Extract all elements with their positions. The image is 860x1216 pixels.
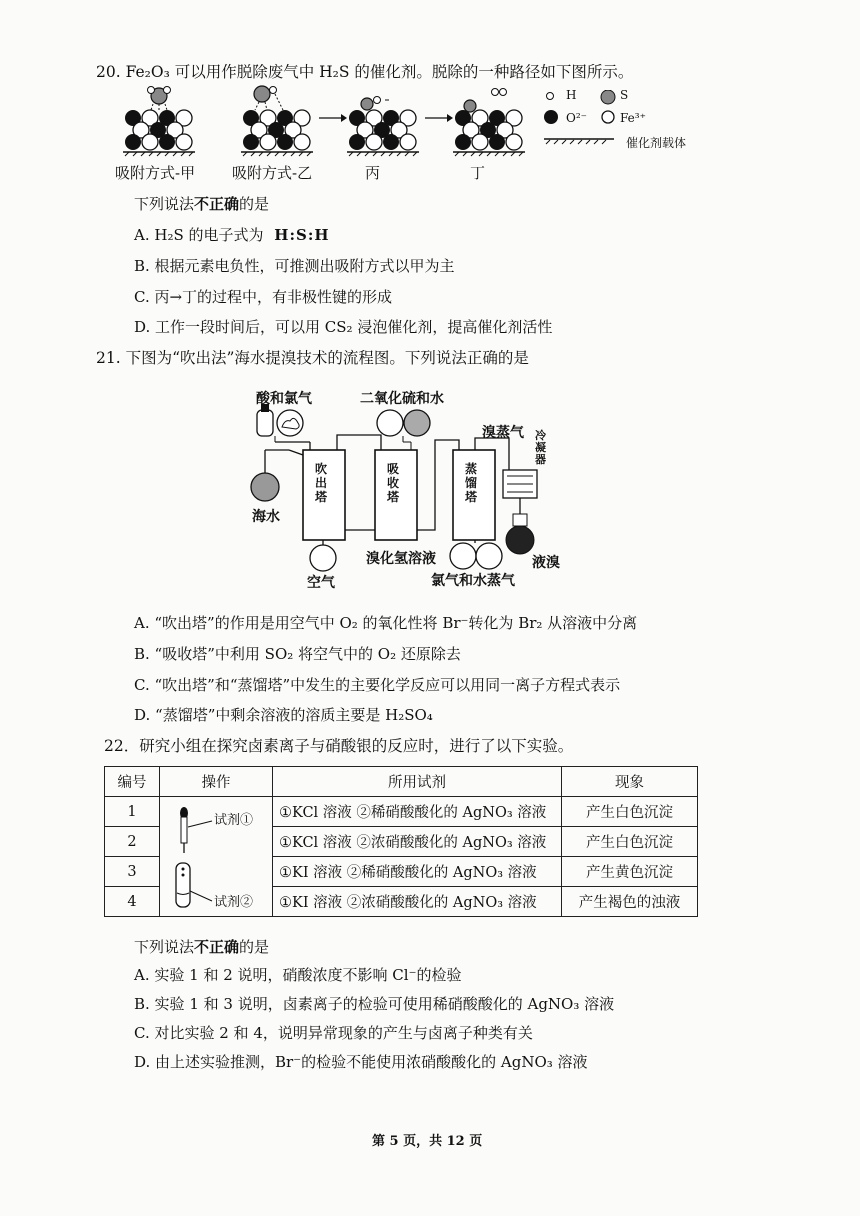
label-hbr-solution: 溴化氢溶液 — [366, 551, 436, 567]
q21-option-d: D. “蒸馏塔”中剩余溶液的溶质主要是 H₂SO₄ — [134, 706, 433, 724]
header-no: 编号 — [105, 767, 160, 797]
q22-option-a: A. 实验 1 和 2 说明，硝酸浓度不影响 Cl⁻的检验 — [134, 966, 462, 984]
row-reagents: ①KCl 溶液 ②浓硝酸酸化的 AgNO₃ 溶液 — [273, 827, 562, 857]
reagent1-label: 试剂① — [214, 813, 254, 828]
label-jia: 吸附方式-甲 — [115, 164, 196, 182]
row-reagents: ①KI 溶液 ②稀硝酸酸化的 AgNO₃ 溶液 — [273, 857, 562, 887]
label-condenser: 冷凝器 — [535, 429, 546, 466]
legend-fe-label: Fe³⁺ — [620, 111, 646, 125]
row-phenomenon: 产生白色沉淀 — [562, 827, 698, 857]
q20-prompt: 下列说法不正确的是 — [134, 195, 270, 213]
header-phenomenon: 现象 — [562, 767, 698, 797]
q22-prompt: 下列说法不正确的是 — [134, 938, 270, 956]
table-row — [105, 797, 698, 827]
q20-option-b: B. 根据元素电负性，可推测出吸附方式以甲为主 — [134, 257, 455, 275]
label-blow-tower: 吹出塔 — [315, 462, 328, 504]
header-reagents: 所用试剂 — [273, 767, 562, 797]
q22-option-d: D. 由上述实验推测，Br⁻的检验不能使用浓硝酸酸化的 AgNO₃ 溶液 — [134, 1053, 588, 1071]
label-distill-tower: 蒸馏塔 — [465, 462, 478, 504]
label-so2-water: 二氧化硫和水 — [360, 391, 444, 407]
label-absorb-tower: 吸收塔 — [387, 462, 400, 504]
label-acid-chlorine: 酸和氯气 — [256, 391, 312, 407]
page-footer: 第 5 页，共 12 页 — [372, 1134, 483, 1149]
label-air: 空气 — [307, 575, 335, 591]
legend-h-label: H — [566, 88, 577, 102]
label-ding: 丁 — [470, 164, 486, 182]
q22-stem: 22．研究小组在探究卤素离子与硝酸银的反应时，进行了以下实验。 — [104, 737, 574, 755]
label-seawater: 海水 — [252, 509, 280, 525]
q20-option-c: C. 丙→丁的过程中，有非极性键的形成 — [134, 288, 393, 306]
q21-option-b: B. “吸收塔”中利用 SO₂ 将空气中的 O₂ 还原除去 — [134, 645, 461, 663]
row-reagents: ①KI 溶液 ②浓硝酸酸化的 AgNO₃ 溶液 — [273, 887, 562, 917]
label-cl-steam: 氯气和水蒸气 — [431, 573, 515, 589]
row-no: 1 — [105, 797, 160, 827]
q20-option-a: A. H₂S 的电子式为 H:S:H — [134, 226, 330, 244]
header-operation: 操作 — [160, 767, 273, 797]
legend-support-label: 催化剂载体 — [626, 136, 687, 150]
row-no: 3 — [105, 857, 160, 887]
row-reagents: ①KCl 溶液 ②稀硝酸酸化的 AgNO₃ 溶液 — [273, 797, 562, 827]
q21-option-c: C. “吹出塔”和“蒸馏塔”中发生的主要化学反应可以用同一离子方程式表示 — [134, 676, 621, 694]
row-no: 4 — [105, 887, 160, 917]
operation-cell — [160, 797, 273, 917]
q21-stem: 21. 下图为“吹出法”海水提溴技术的流程图。下列说法正确的是 — [96, 349, 529, 367]
row-phenomenon: 产生褐色的浊液 — [562, 887, 698, 917]
label-liquid-br: 液溴 — [532, 555, 560, 571]
legend-s-label: S — [620, 88, 629, 102]
label-yi: 吸附方式-乙 — [232, 164, 313, 182]
q22-option-c: C. 对比实验 2 和 4，说明异常现象的产生与卤离子种类有关 — [134, 1024, 533, 1042]
legend-o-label: O²⁻ — [566, 111, 587, 125]
electron-formula: H:S:H — [274, 226, 330, 244]
q20-stem: 20. Fe₂O₃ 可以用作脱除废气中 H₂S 的催化剂。脱除的一种路径如下图所示。 — [96, 63, 634, 81]
reagent2-label: 试剂② — [214, 895, 254, 910]
q22-option-b: B. 实验 1 和 3 说明，卤素离子的检验可使用稀硝酸酸化的 AgNO₃ 溶液 — [134, 995, 615, 1013]
table-header-row — [105, 767, 698, 797]
row-phenomenon: 产生黄色沉淀 — [562, 857, 698, 887]
q20-option-d: D. 工作一段时间后，可以用 CS₂ 浸泡催化剂，提高催化剂活性 — [134, 318, 553, 336]
row-phenomenon: 产生白色沉淀 — [562, 797, 698, 827]
label-br-vapor: 溴蒸气 — [482, 425, 524, 441]
row-no: 2 — [105, 827, 160, 857]
q21-option-a: A. “吹出塔”的作用是用空气中 O₂ 的氧化性将 Br⁻转化为 Br₂ 从溶液中分离 — [134, 614, 638, 632]
experiment-table — [104, 766, 698, 917]
label-bing: 丙 — [365, 164, 381, 182]
support-icon — [544, 136, 614, 146]
